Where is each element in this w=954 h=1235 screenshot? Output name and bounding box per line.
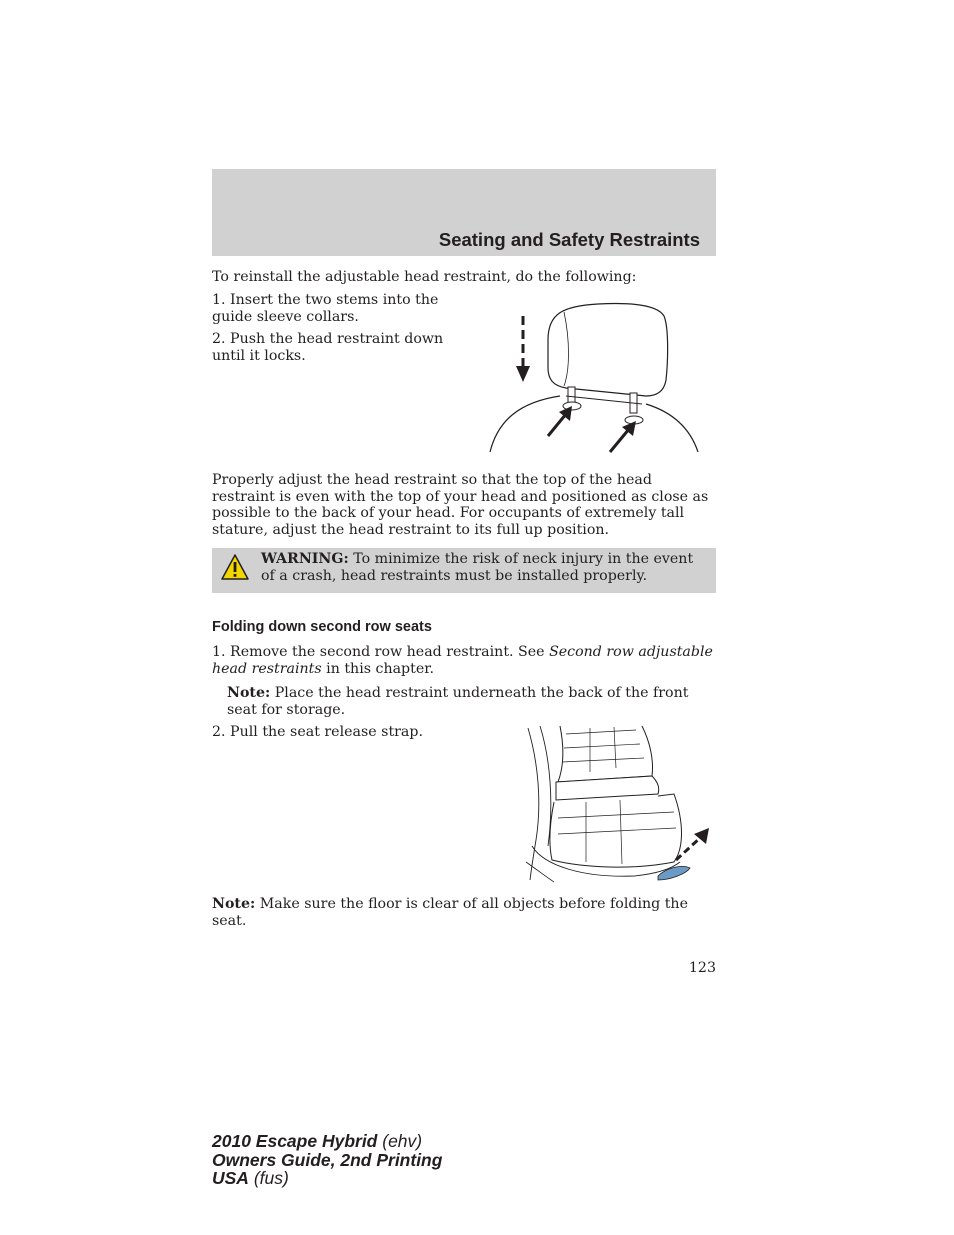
- note1-text: Place the head restraint underneath the back of the front seat for storage.: [227, 685, 689, 718]
- document-footer: [212, 1132, 442, 1188]
- warning-text: [261, 551, 711, 584]
- note1-label: Note:: [227, 685, 271, 701]
- step1-reference: Second row adjustable head restraints: [212, 644, 713, 677]
- footer-model-code: (ehv): [377, 1131, 423, 1151]
- folding-note-2: [212, 896, 716, 929]
- footer-edition: Owners Guide, 2nd Printing: [212, 1149, 443, 1170]
- footer-line-2: [212, 1151, 442, 1170]
- footer-line-1: [212, 1132, 442, 1151]
- arrow-down-icon: [516, 316, 530, 382]
- warning-triangle-icon: [220, 553, 250, 581]
- arrow-diagonal-icon: [610, 421, 636, 452]
- step1-suffix: in this chapter.: [321, 660, 434, 677]
- folding-step-1: [212, 644, 716, 677]
- folding-note-1: [227, 685, 716, 718]
- arrow-diagonal-icon: [548, 406, 572, 436]
- reinstall-step-2: 2. Push the head restraint down until it locks.: [212, 331, 444, 364]
- footer-market: USA: [212, 1168, 249, 1188]
- warning-label: WARNING:: [261, 551, 349, 567]
- adjust-paragraph: Properly adjust the head restraint so that the top of the head restraint is even with the top of your head and positioned as close as possible to the back of your head. For occupants of extremely tall stature, adjust the head restraint to its full up position.: [212, 472, 709, 538]
- section-header-band: [212, 169, 716, 256]
- footer-market-code: (fus): [248, 1168, 289, 1188]
- warning-box: [212, 548, 716, 593]
- warning-message: To minimize the risk of neck injury in the event of a crash, head restraints must be installed properly.: [261, 551, 694, 584]
- seat-release-illustration: [524, 722, 716, 884]
- footer-line-3: [212, 1169, 442, 1188]
- footer-model: 2010 Escape Hybrid: [212, 1131, 378, 1151]
- folding-heading: Folding down second row seats: [212, 619, 432, 635]
- page-number: 123: [688, 960, 716, 976]
- folding-step-2: 2. Pull the seat release strap.: [212, 724, 423, 740]
- step1-prefix: 1. Remove the second row head restraint. See: [212, 644, 550, 660]
- reinstall-step-1: 1. Insert the two stems into the guide sleeve collars.: [212, 292, 439, 325]
- head-restraint-illustration: [486, 300, 704, 456]
- section-title: Seating and Safety Restraints: [438, 229, 700, 250]
- intro-text: To reinstall the adjustable head restraint, do the following:: [212, 269, 637, 285]
- note2-label: Note:: [212, 896, 256, 912]
- note2-text: Make sure the floor is clear of all objects before folding the seat.: [212, 896, 688, 929]
